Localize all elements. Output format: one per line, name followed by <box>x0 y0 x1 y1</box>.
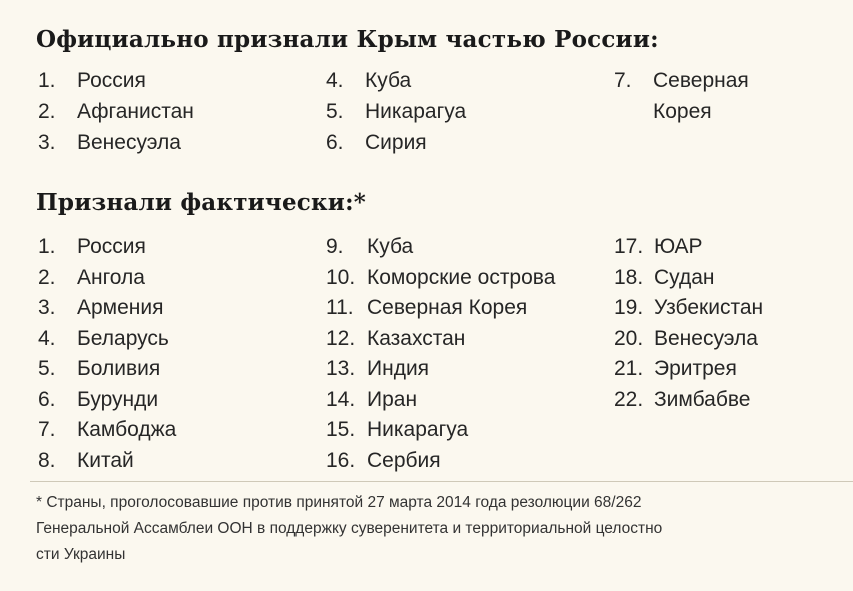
list-item <box>38 232 176 263</box>
section2-column-2 <box>326 232 555 476</box>
item-number: 9. <box>326 235 344 258</box>
item-number: 7. <box>614 69 632 92</box>
list-item <box>326 293 555 324</box>
country-name: Казахстан <box>367 326 466 350</box>
country-name: Афганистан <box>77 100 194 123</box>
list-item <box>326 415 555 446</box>
item-number: 8. <box>38 448 56 472</box>
item-number: 10. <box>326 265 356 289</box>
item-number: 18. <box>614 265 644 289</box>
item-number: 1. <box>38 235 56 258</box>
item-number: 17. <box>614 235 644 258</box>
country-name: Эритрея <box>654 357 737 380</box>
item-number: 4. <box>38 326 56 350</box>
country-name: Судан <box>654 265 715 289</box>
section1-column-2 <box>326 65 466 158</box>
country-name: Северная Корея <box>653 69 749 123</box>
item-number: 2. <box>38 265 56 289</box>
list-item <box>38 96 194 127</box>
country-name: Никарагуа <box>367 418 469 441</box>
item-number: 21. <box>614 357 644 380</box>
country-name: Коморские острова <box>367 265 556 289</box>
list-item <box>38 263 176 294</box>
country-name: Узбекистан <box>654 296 764 319</box>
country-name: Зимбабве <box>654 387 751 411</box>
section2-title: Признали фактически:* <box>36 189 366 216</box>
country-name: Венесуэла <box>77 131 181 154</box>
item-number: 6. <box>326 131 344 154</box>
list-item <box>614 354 763 385</box>
footnote: * Страны, проголосовавшие против принятой 27 марта 2014 года резолюции 68/262 Генеральной Ассамблеи ООН в поддержку суверенитета и территориальной целостно сти Украины <box>36 494 663 563</box>
item-number: 14. <box>326 387 356 411</box>
country-name: Россия <box>77 69 146 92</box>
country-name: Сирия <box>365 131 427 154</box>
country-name: Бурунди <box>77 387 159 411</box>
country-name: Индия <box>367 357 430 380</box>
item-number: 12. <box>326 326 356 350</box>
list-item <box>326 96 466 127</box>
country-name: ЮАР <box>654 235 703 258</box>
item-number: 4. <box>326 69 344 92</box>
divider <box>30 481 853 482</box>
item-number: 22. <box>614 387 644 411</box>
list-item <box>326 385 555 416</box>
item-number: 2. <box>38 100 56 123</box>
item-number: 6. <box>38 387 56 411</box>
list-item <box>38 354 176 385</box>
item-number: 5. <box>326 100 344 123</box>
list-item <box>614 324 763 355</box>
country-name: Китай <box>77 448 134 472</box>
item-number: 5. <box>38 357 56 380</box>
list-item <box>326 263 555 294</box>
list-item <box>38 385 176 416</box>
country-name: Иран <box>367 387 418 411</box>
country-name: Северная Корея <box>367 296 528 319</box>
country-name: Армения <box>77 296 164 319</box>
section1-column-3 <box>614 65 773 123</box>
list-item <box>614 263 763 294</box>
country-name: Боливия <box>77 357 161 380</box>
list-item <box>326 354 555 385</box>
item-number: 11. <box>326 296 354 319</box>
list-item <box>326 127 466 158</box>
item-number: 15. <box>326 418 356 441</box>
list-item <box>326 324 555 355</box>
country-name: Никарагуа <box>365 100 467 123</box>
item-number: 3. <box>38 131 56 154</box>
country-name: Куба <box>365 69 412 92</box>
list-item <box>614 385 763 416</box>
list-item <box>38 324 176 355</box>
country-name: Венесуэла <box>654 326 758 350</box>
list-item <box>326 65 466 96</box>
list-item <box>614 232 763 263</box>
country-name: Куба <box>367 235 414 258</box>
country-name: Россия <box>77 235 146 258</box>
section2-column-3 <box>614 232 763 415</box>
item-number: 7. <box>38 418 56 441</box>
country-name: Беларусь <box>77 326 169 350</box>
list-item <box>614 65 773 123</box>
list-item <box>614 293 763 324</box>
country-name: Камбоджа <box>77 418 177 441</box>
list-item <box>38 127 194 158</box>
section1-column-1 <box>38 65 194 158</box>
list-item <box>38 415 176 446</box>
item-number: 16. <box>326 448 356 472</box>
list-item <box>326 232 555 263</box>
list-item <box>38 293 176 324</box>
list-item <box>38 65 194 96</box>
section2-column-1 <box>38 232 176 476</box>
item-number: 20. <box>614 326 644 350</box>
item-number: 3. <box>38 296 56 319</box>
list-item <box>326 446 555 477</box>
list-item <box>38 446 176 477</box>
country-name: Сербия <box>367 448 441 472</box>
section1-title: Официально признали Крым частью России: <box>36 26 659 53</box>
item-number: 1. <box>38 69 56 92</box>
country-name: Ангола <box>77 265 145 289</box>
item-number: 13. <box>326 357 356 380</box>
item-number: 19. <box>614 296 644 319</box>
